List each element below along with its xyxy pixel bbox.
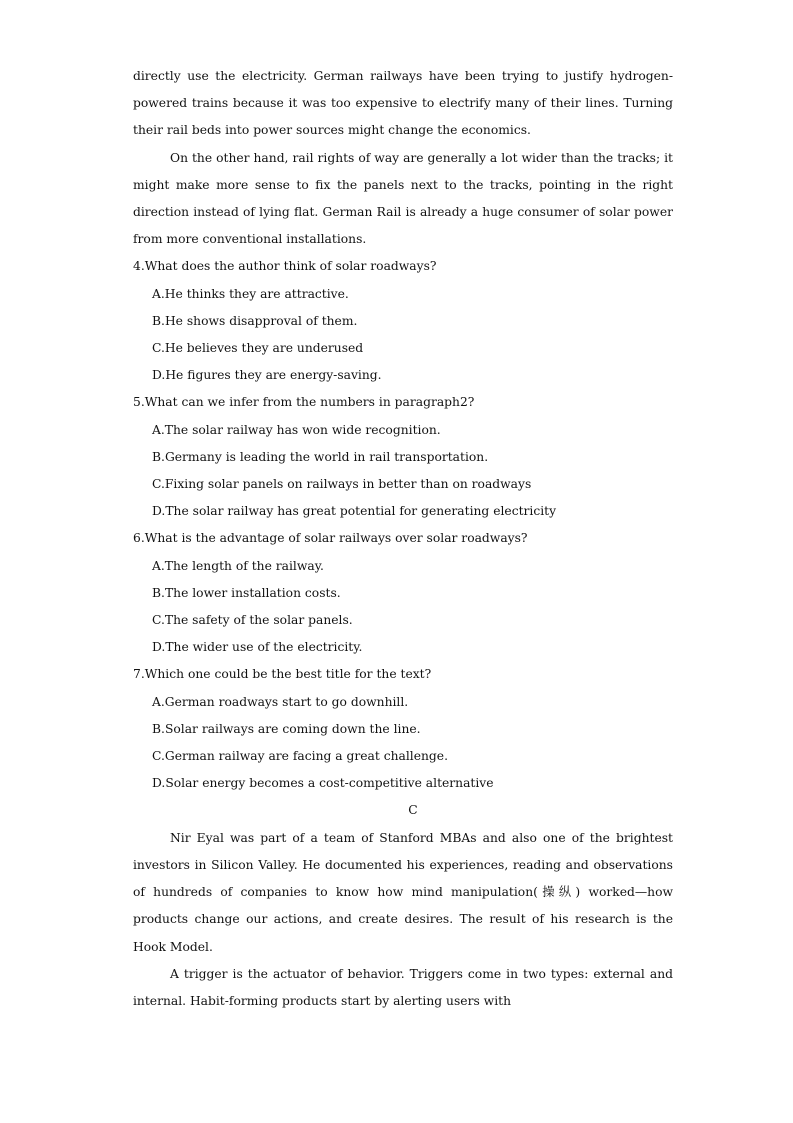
answer-option-d: D.The solar railway has great potential for generating electricity (152, 504, 557, 519)
question-5 (133, 389, 673, 525)
answer-option-b: B.The lower installation costs. (152, 585, 341, 600)
question-stem: 4.What does the author think of solar roadways? (133, 259, 437, 274)
answer-option-c: C.He believes they are underused (152, 341, 364, 356)
question-4 (133, 253, 673, 389)
passage-c-paragraph-2: A trigger is the actuator of behavior. Triggers come in two types: external and internal. Habit-forming products start by alerting users with (133, 966, 673, 1008)
answer-option-b: B.Germany is leading the world in rail transportation. (152, 449, 489, 464)
question-stem: 5.What can we infer from the numbers in paragraph2? (133, 395, 475, 410)
question-7 (133, 661, 673, 797)
passage-b-paragraph-final: On the other hand, rail rights of way are generally a lot wider than the tracks; it might make more sense to fix the panels next to the tracks, pointing in the right direction instead of lying flat. German Rail is already a huge consumer of solar power from more conventional installations. (133, 150, 673, 247)
section-heading-c: C (408, 803, 418, 818)
question-stem: 6.What is the advantage of solar railways over solar roadways? (133, 531, 528, 546)
answer-option-d: D.Solar energy becomes a cost-competitive alternative (152, 776, 494, 791)
answer-option-c: C.The safety of the solar panels. (152, 613, 353, 628)
question-stem: 7.Which one could be the best title for the text? (133, 667, 432, 682)
document-page (133, 63, 673, 1015)
passage-c-paragraph-1: Nir Eyal was part of a team of Stanford MBAs and also one of the brightest investors in Silicon Valley. He documented his experiences, reading and observations of hundreds of companies to know how mind manipulation(操纵) worked—how products change our actions, and create desires. The result of his research is the Hook Model. (133, 830, 673, 954)
answer-option-c: C.German railway are facing a great challenge. (152, 749, 448, 764)
answer-option-a: A.The length of the railway. (152, 558, 324, 573)
answer-option-c: C.Fixing solar panels on railways in better than on roadways (152, 477, 532, 492)
answer-option-d: D.The wider use of the electricity. (152, 640, 363, 655)
question-6 (133, 525, 673, 661)
answer-option-d: D.He figures they are energy-saving. (152, 368, 382, 383)
passage-b-paragraph-continued: directly use the electricity. German railways have been trying to justify hydrogen-powered trains because it was too expensive to electrify many of their lines. Turning their rail beds into power sources might change the economics. (133, 69, 673, 138)
answer-option-b: B.Solar railways are coming down the line. (152, 721, 421, 736)
answer-option-a: A.He thinks they are attractive. (152, 286, 349, 301)
answer-option-a: A.The solar railway has won wide recognition. (152, 422, 441, 437)
answer-option-a: A.German roadways start to go downhill. (152, 694, 409, 709)
answer-option-b: B.He shows disapproval of them. (152, 313, 358, 328)
